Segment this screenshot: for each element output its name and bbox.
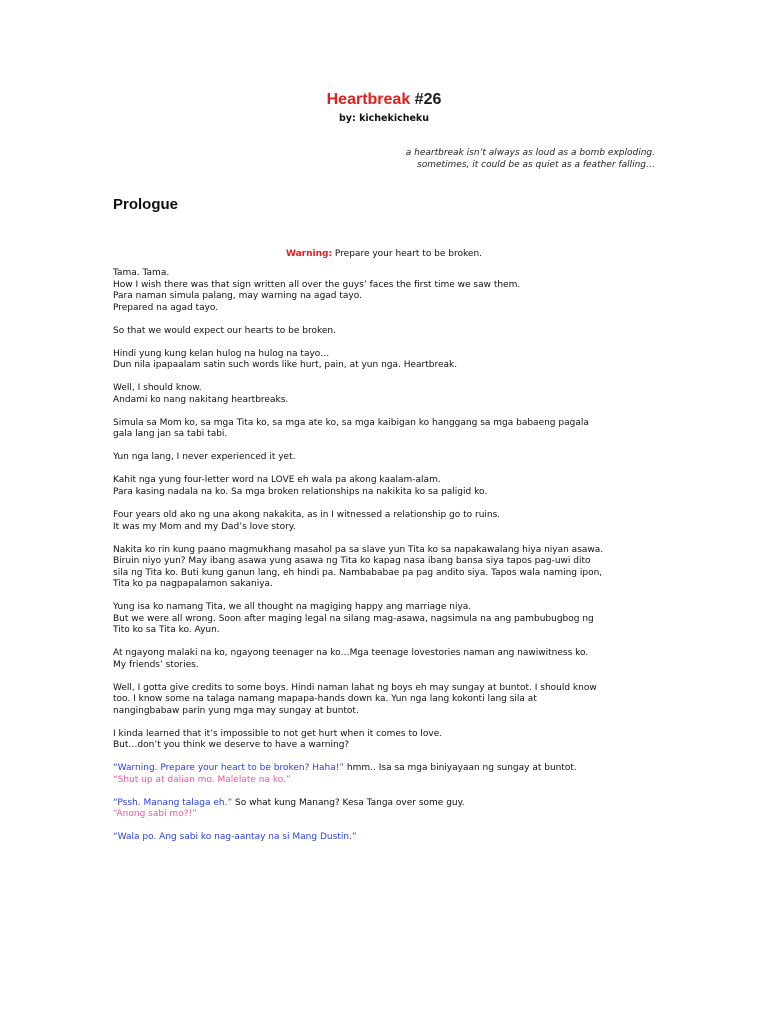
paragraph bbox=[113, 268, 661, 314]
text-line: Para kasing nadala na ko. Sa mga broken relationships na nakikita ko sa paligid ko. bbox=[113, 486, 488, 497]
text-line: Well, I should know. bbox=[113, 383, 202, 393]
dialogue-exchange bbox=[113, 798, 661, 821]
paragraph bbox=[113, 602, 661, 637]
text-line: Dun nila ipapaalam satin such words like hurt, pain, at yun nga. Heartbreak. bbox=[113, 360, 458, 370]
pink-dialogue: “Shut up at dalian mo. Malelate na ko.” bbox=[113, 774, 291, 785]
document-title bbox=[0, 90, 768, 110]
author-byline: by: kichekicheku bbox=[338, 113, 429, 124]
text-line: At ngayong malaki na ko, ngayong teenager na ko…Mga teenage lovestories naman ang nawiwitness ko. bbox=[113, 648, 589, 658]
text-line: Nakita ko rin kung paano magmukhang masahol pa sa slave yun Tita ko sa napakawalang hiya niyan asawa. bbox=[113, 544, 604, 555]
paragraph bbox=[113, 383, 661, 406]
dialogue-exchange bbox=[113, 832, 661, 844]
narration: hmm.. Isa sa mga biniyayaan ng sungay at buntot. bbox=[344, 763, 577, 773]
title-number-part: #26 bbox=[410, 91, 442, 108]
text-line: Hindi yung kung kelan hulog na hulog na tayo… bbox=[113, 348, 330, 359]
dialogue-line bbox=[113, 763, 661, 775]
text-line: Well, I gotta give credits to some boys. Hindi naman lahat ng boys eh may sungay at buntot. I should know bbox=[113, 682, 597, 693]
title-red-part: Heartbreak bbox=[326, 91, 411, 108]
text-line: But…don’t you think we deserve to have a warning? bbox=[113, 740, 350, 750]
paragraph bbox=[113, 475, 661, 498]
text-line: Tama. Tama. bbox=[113, 268, 170, 278]
text-line: Andami ko nang nakitang heartbreaks. bbox=[113, 394, 289, 405]
paragraph bbox=[113, 648, 661, 671]
text-line: sila ng Tita ko. Buti kung ganun lang, eh hindi pa. Nambababae pa pag andito siya. Tapos wala naming ipon, bbox=[113, 567, 603, 578]
title-block bbox=[0, 90, 768, 125]
text-line: nangingbabaw parin yung mga may sungay at buntot. bbox=[113, 705, 359, 716]
dialogue-exchange bbox=[113, 763, 661, 786]
text-line: Yun nga lang, I never experienced it yet. bbox=[113, 452, 296, 462]
text-line: My friends’ stories. bbox=[113, 659, 199, 670]
story-body bbox=[113, 268, 661, 855]
paragraph bbox=[113, 683, 661, 718]
blue-dialogue: “Wala po. Ang sabi ko nag-aantay na si Mang Dustin.” bbox=[113, 832, 357, 842]
text-line: gala lang jan sa tabi tabi. bbox=[113, 429, 228, 439]
text-line: Tita ko pa nagpapalamon sakaniya. bbox=[113, 579, 273, 589]
blue-dialogue: “Pssh. Manang talaga eh.” bbox=[113, 797, 233, 808]
text-line: But we were all wrong. Soon after maging legal na silang mag-asawa, nagsimula na ang pambubugbog ng bbox=[113, 613, 594, 624]
narration: So what kung Manang? Kesa Tanga over some guy. bbox=[232, 797, 465, 808]
warning-label: Warning: bbox=[285, 249, 333, 259]
paragraph bbox=[113, 452, 661, 464]
paragraph bbox=[113, 729, 661, 752]
paragraph bbox=[113, 349, 661, 372]
epigraph-line: a heartbreak isn’t always as loud as a bomb exploding. bbox=[405, 148, 655, 158]
section-heading: Prologue bbox=[113, 196, 179, 213]
text-line: So that we would expect our hearts to be broken. bbox=[113, 325, 336, 336]
text-line: Tito ko sa Tita ko. Ayun. bbox=[113, 625, 220, 635]
epigraph bbox=[406, 147, 655, 171]
text-line: Kahit nga yung four-letter word na LOVE eh wala pa akong kaalam-alam. bbox=[113, 475, 441, 485]
text-line: Four years old ako ng una akong nakakita, as in I witnessed a relationship go to ruins. bbox=[113, 510, 501, 520]
text-line: Para naman simula palang, may warning na agad tayo. bbox=[113, 291, 362, 301]
text-line: How I wish there was that sign written all over the guys’ faces the first time we saw them. bbox=[113, 279, 521, 290]
text-line: It was my Mom and my Dad’s love story. bbox=[113, 521, 296, 532]
text-line: too. I know some na talaga namang mapapa-hands down ka. Yun nga lang kokonti lang sila at bbox=[113, 694, 537, 704]
text-line: I kinda learned that it’s impossible to not get hurt when it comes to love. bbox=[113, 728, 443, 739]
dialogue-line bbox=[113, 798, 661, 810]
text-line: Prepared na agad tayo. bbox=[113, 302, 219, 313]
text-line: Simula sa Mom ko, sa mga Tita ko, sa mga ate ko, sa mga kaibigan ko hanggang sa mga babaeng pagala bbox=[113, 417, 589, 428]
blue-dialogue: “Warning. Prepare your heart to be broken? Haha!” bbox=[113, 763, 345, 773]
paragraph bbox=[113, 510, 661, 533]
warning-line bbox=[0, 248, 768, 260]
paragraph bbox=[113, 545, 661, 591]
text-line: Biruin niyo yun? May ibang asawa yung asawa ng Tita ko kapag nasa ibang bansa siya tapos pag-uwi dito bbox=[113, 556, 591, 566]
text-line: Yung isa ko namang Tita, we all thought na magiging happy ang marriage niya. bbox=[113, 602, 472, 612]
dialogue-line bbox=[113, 832, 661, 844]
epigraph-line: sometimes, it could be as quiet as a feather falling… bbox=[417, 160, 655, 170]
paragraph bbox=[113, 418, 661, 441]
paragraph bbox=[113, 326, 661, 338]
pink-dialogue: “Anong sabi mo?!” bbox=[113, 809, 197, 819]
warning-text: Prepare your heart to be broken. bbox=[332, 249, 483, 259]
